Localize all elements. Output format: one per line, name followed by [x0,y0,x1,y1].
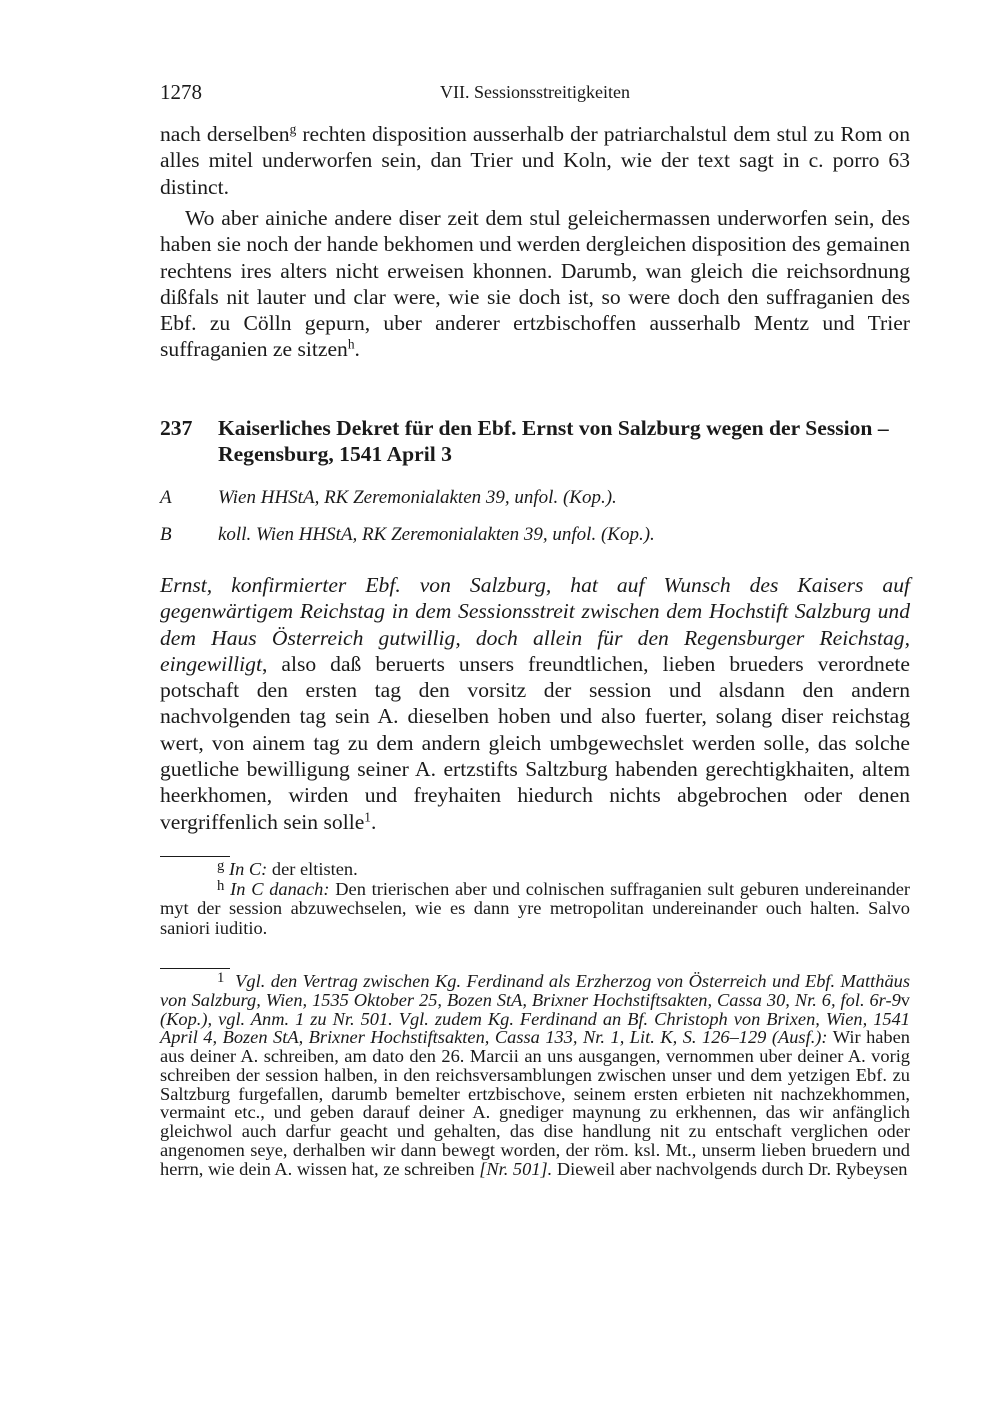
footnote-mark-h: h [347,337,355,353]
footnote-1 [160,969,910,1179]
page-number: 1278 [160,80,202,104]
source-siglum: A [160,487,172,508]
footnote-label: In C: [228,859,268,879]
continuation-paragraph [160,121,910,200]
paragraph-text-2: . [354,337,360,362]
footnote-roman-1: v [900,989,910,1010]
footnote-roman-3: Dieweil aber nachvolgends durch Dr. Rybeysen [552,1158,908,1179]
running-title: VII. Sessionsstreitigkeiten [440,82,630,102]
footnote-italic-2: (Kop.), vgl. Anm. 1 zu Nr. 501. Vgl. zudem Kg. Ferdinand an Bf. Christoph von Brixen, Wien, 1541 April 4, Bozen StA, Brixner Hochstiftsakten, Cassa 133, Nr. 1, Lit. K, S. 126–129 (Ausf.): [160,1008,910,1048]
footnote-mark: g [217,857,225,874]
regest-italic-text: Ernst, konfirmierter Ebf. von Salzburg, hat auf Wunsch des Kaisers auf gegenwärtigem Reichstag in dem Sessionsstreit zwischen dem Hochstift Salzburg und dem Haus Österreich gutwillig, doch allein für den Regensburger Reichstag, eingewilligt [160,573,910,676]
footnote-text: der eltisten. [267,859,358,879]
document-title: Kaiserliches Dekret für den Ebf. Ernst von Salzburg wegen der Session – Regensburg, 1541 April 3 [218,416,889,466]
footnote-text: Den trierischen aber und colnischen suffraganien sult geburen undereinander myt der session abzuwechselen, wie es dann yre metropolitan undereinander ouch halten. Salvo saniori iuditio. [160,878,910,938]
regest-end: . [370,809,377,834]
footnote-label: In C danach: [230,878,330,899]
source-description: Wien HHStA, RK Zeremonialakten 39, unfol. (Kop.). [218,487,617,508]
regest-text: , also daß beruerts unsers freundtlichen, lieben brueders verordnete potschaft den ersten tag den vorsitz der session und alsdann den andern nachvolgenden tag sein A. dieselben hoben und also fuerter, solang diser reichstag wert, von ainem tag zu dem andern gleich umbgewechslet werden solle, das solche guetliche bewilligung seiner A. ertzstifts Saltzburg habenden gerechtigkhaiten, altem heerkhomen, wirden und freyhaiten hiedurch nichts abgebrochen oder denen vergriffenlich sein solle [160,651,910,834]
source-siglum: B [160,524,172,545]
footnote-mark: 1 [217,969,225,986]
footnote-roman-2: Wir haben aus deiner A. schreiben, am dato den 26. Marcii an uns ausgangen, vernommen uber deiner A. vorig schreiben der session halben, in den reichsversamblungen zwischen unser und dem yetzigen Ebf. zu Saltzburg furgefallen, darumb bemelter ertzbischove, seinem ersten erbieten nit nachzekhommen, vermaint etc., und geben darauf deiner A. gnediger maynung zu erkhennen, das wir anfänglich gleichwol auch darfur geacht und gehalten, das dise handlung nit zu entschaft verglichen oder angenomen seye, derhalben wir dann bewegt worden, der röm. ksl. Mt., unserm lieben bruedern und herrn, wie dein A. wissen hat, ze schreiben [160,1027,910,1179]
commentary-footnotes [160,969,910,1179]
footnote-mark: h [217,877,225,894]
paragraph-text-1: Wo aber ainiche andere diser zeit dem stul geleichermassen underworfen sein, des haben sie noch der hande bekhomen und werden dergleichen disposition des gemainen rechtens ires alters nicht erweisen khonnen. Darumb, wan gleich die reichsordnung dißfals nit lauter und clar were, wie sie doch ist, so were doch den suffraganien des Ebf. zu Cölln gepurn, uber anderer ertzbischoffen ausserhalb Mentz und Trier suffraganien ze sitzen [160,206,910,362]
source-description: koll. Wien HHStA, RK Zeremonialakten 39, unfol. (Kop.). [218,524,655,545]
footnote-g [160,857,910,880]
footnote-divider [160,968,230,969]
footnote-mark-g: g [289,121,297,137]
text-critical-footnotes [160,857,910,938]
page-header [160,80,910,106]
footnote-italic-3: [Nr. 501]. [479,1158,553,1179]
continuation-text-1: nach derselben [160,122,290,146]
footnote-mark-1: 1 [364,809,371,825]
regest-paragraph [160,572,910,835]
document-number: 237 [160,416,193,440]
continuation-text-2: rechten disposition ausserhalb der patriarchalstul dem stul zu Rom on alles mitel underworfen sein, dan Trier und Koln, wie der text sagt in c. porro 63 distinct. [160,122,910,199]
body-paragraph [160,205,910,363]
footnote-divider [160,856,230,857]
footnote-italic-1: Vgl. den Vertrag zwischen Kg. Ferdinand als Erzherzog von Österreich und Ebf. Matthäus von Salzburg, Wien, 1535 Oktober 25, Bozen StA, Brixner Hochstiftsakten, Cassa 30, Nr. 6, fol. 6r-9 [160,971,910,1010]
footnote-h [160,877,910,939]
